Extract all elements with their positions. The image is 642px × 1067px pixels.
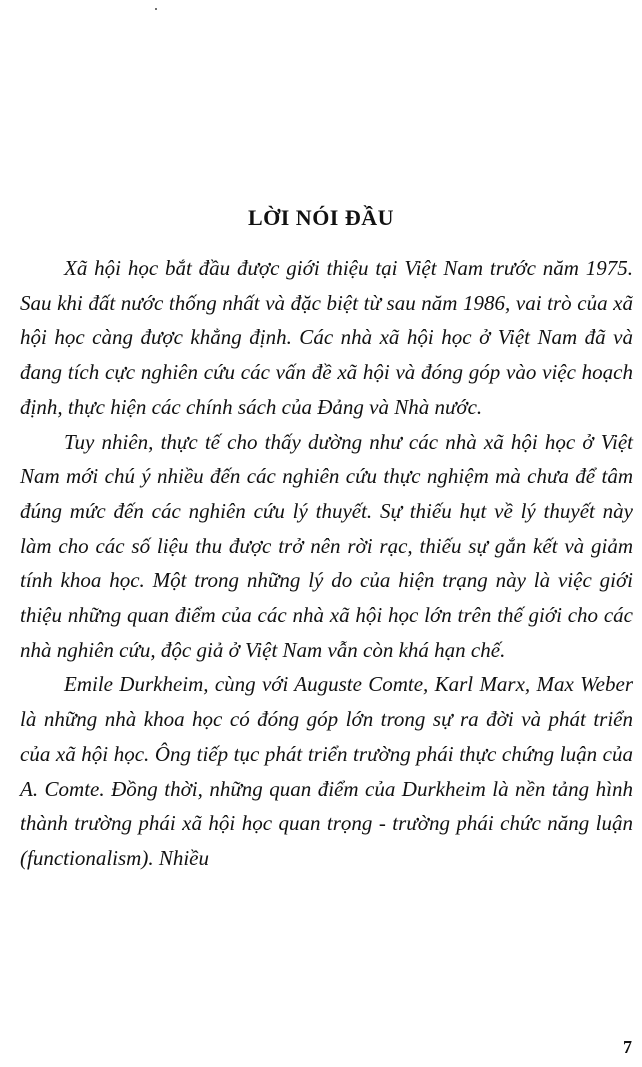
page-title: LỜI NÓI ĐẦU [247, 205, 395, 230]
paragraph-2: Tuy nhiên, thực tế cho thấy dường như các nhà xã hội học ở Việt Nam mới chú ý nhiều đến các nghiên cứu thực nghiệm mà chưa để tâm đúng mức đến các nghiên cứu lý thuyết. Sự thiếu hụt về lý thuyết này làm cho các số liệu thu được trở nên rời rạc, thiếu sự gắn kết và giảm tính khoa học. Một trong những lý do của hiện trạng này là việc giới thiệu những quan điểm của các nhà xã hội học lớn trên thế giới cho các nhà nghiên cứu, độc giả ở Việt Nam vẫn còn khá hạn chế. [20, 429, 633, 662]
body-text [20, 251, 633, 876]
paragraph-1: Xã hội học bắt đầu được giới thiệu tại Việt Nam trước năm 1975. Sau khi đất nước thống nhất và đặc biệt từ sau năm 1986, vai trò của xã hội học càng được khẳng định. Các nhà xã hội học ở Việt Nam đã và đang tích cực nghiên cứu các vấn đề xã hội và đóng góp vào việc hoạch định, thực hiện các chính sách của Đảng và Nhà nước. [20, 256, 633, 419]
print-speck [155, 8, 157, 10]
page-number: 7 [623, 1037, 632, 1057]
paragraph-3: Emile Durkheim, cùng với Auguste Comte, Karl Marx, Max Weber là những nhà khoa học có đóng góp lớn trong sự ra đời và phát triển của xã hội học. Ông tiếp tục phát triển trường phái thực chứng luận của A. Comte. Đồng thời, những quan điểm của Durkheim là nền tảng hình thành trường phái xã hội học quan trọng - trường phái chức năng luận (functionalism). Nhiều [20, 672, 633, 870]
